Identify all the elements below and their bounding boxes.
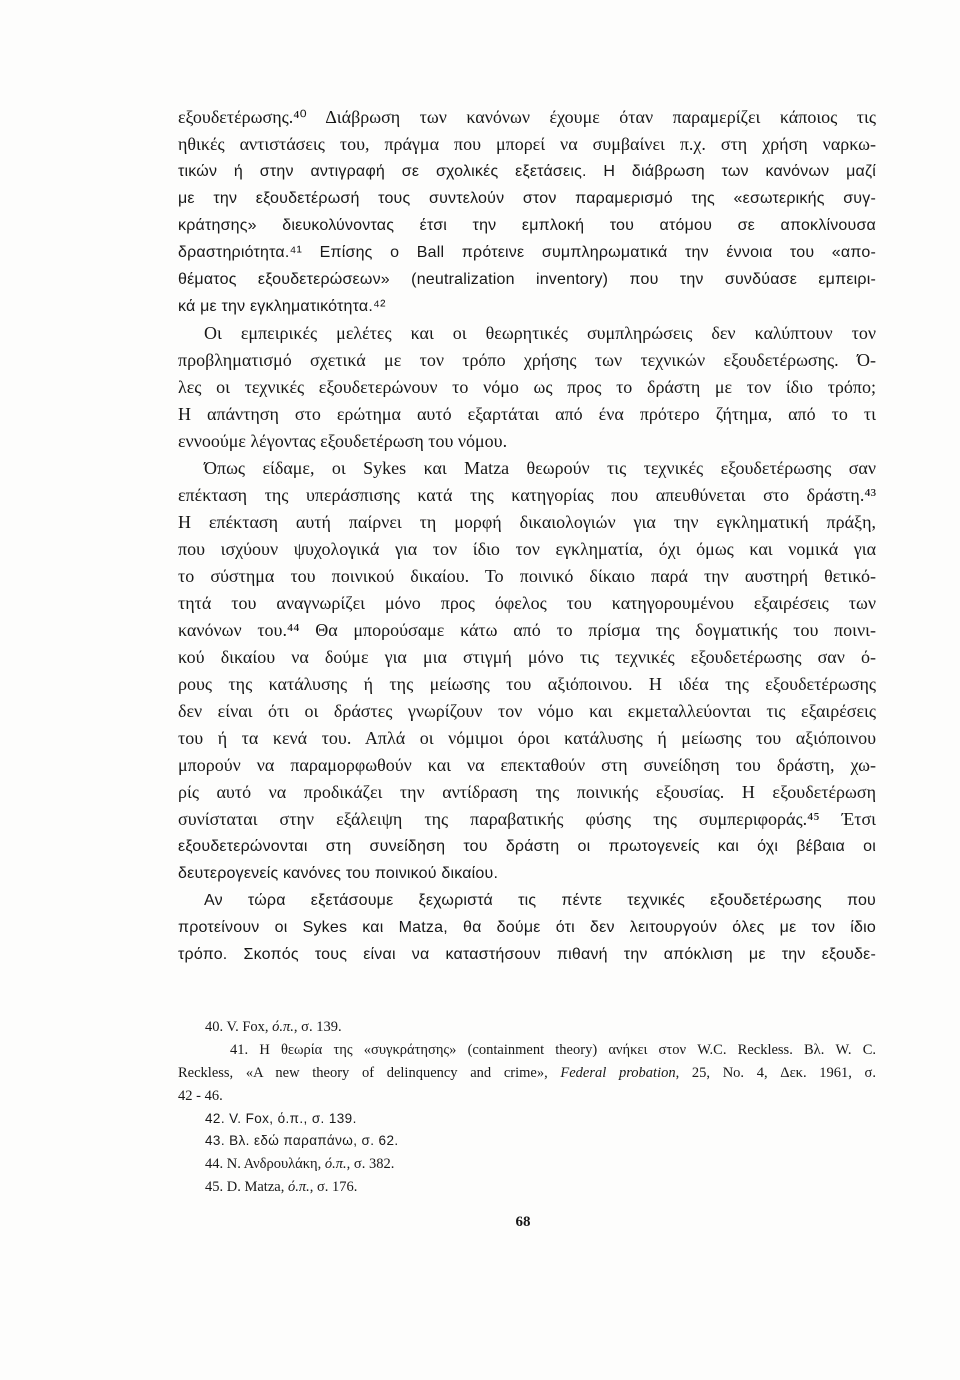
footnote-text: , σ. 139. — [293, 1019, 342, 1035]
text-line: δεν είναι ότι οι δράστες γνωρίζουν τον νόμο και εκμεταλλεύονται τις εξαιρέσεις — [178, 701, 876, 721]
text-line: μπορούν να παραμορφωθούν και να επεκταθούν στη συνείδηση του δράστη, χω- — [178, 755, 876, 775]
text-line: τρόπο. Σκοπός τους είναι να καταστήσουν πιθανή την απόκλιση με την εξουδε- — [178, 946, 876, 963]
text-line: προβληματισμό σχετικά με τον τρόπο χρήσης των τεχνικών εξουδετέρωσης. Ό- — [178, 350, 876, 370]
text-line: ηθικές αντιστάσεις του, πράγμα που μπορεί να συμβαίνει π.χ. στη χρήση ναρκω- — [178, 134, 876, 154]
body-text — [178, 104, 876, 968]
text-line: εξουδετερώνονται στη συνείδηση του δράστη οι πρωτογενείς και όχι βέβαια οι — [178, 838, 876, 855]
text-line: εξουδετέρωσης.⁴⁰ Διάβρωση των κανόνων έχουμε όταν παραμερίζει κάποιος τις — [178, 107, 876, 127]
footnote-text: 42 - 46. — [178, 1087, 223, 1104]
footnote-text: 44. Ν. Ανδρουλάκη, — [205, 1156, 325, 1173]
footnote-41-line-1 — [178, 1039, 876, 1062]
footnote-41-line-3 — [178, 1085, 876, 1108]
text-line: τικών ή στην αντιγραφή σε σχολικές εξετάσεις. Η διάβρωση των κανόνων μαζί — [178, 163, 876, 180]
footnote-40 — [178, 1016, 876, 1039]
text-line: Οι εμπειρικές μελέτες και οι θεωρητικές συμπληρώσεις δεν καλύπτουν τον — [204, 323, 876, 343]
footnote-text: 41. Η θεωρία της «συγκράτησης» (containment theory) ανήκει στον W.C. Reckless. Βλ. W. C. — [230, 1041, 876, 1058]
paragraph — [178, 887, 876, 968]
text-line: συνίσταται στην εξάλειψη της παραβατικής φύσης της συμπεριφοράς.⁴⁵ Έτσι — [178, 809, 876, 829]
text-line: τητά του αναγνωρίζει μόνο προς όφελος του κατηγορουμένου εξαιρέσεις των — [178, 593, 876, 613]
footnote-42 — [178, 1108, 876, 1131]
text-line: ρίς αυτό να προδικάζει την αντίδραση της ποινικής εξουσίας. Η εξουδετέρωση — [178, 782, 876, 802]
text-line: κράτησης» διευκολύνοντας έτσι την εμπλοκή του ατόμου σε αποκλίνουσα — [178, 217, 876, 234]
text-line: Η απάντηση στο ερώτημα αυτό εξαρτάται από ένα πρότερο ζήτημα, από το τι — [178, 404, 876, 424]
text-line: ρους της κατάλυσης ή της μείωσης του αξιόποινου. Η ιδέα της εξουδετέρωσης — [178, 674, 876, 694]
footnote-44 — [178, 1153, 876, 1176]
footnote-text-italic: ό.π. — [324, 1156, 347, 1173]
footnote-text-italic: Federal probation — [560, 1064, 676, 1081]
text-line: κανόνων του.⁴⁴ Θα μπορούσαμε κάτω από το πρίσμα της δογματικής του ποινι- — [178, 620, 876, 640]
text-line: κά με την εγκληματικότητα.⁴² — [178, 298, 386, 315]
text-line: το σύστημα του ποινικού δικαίου. Το ποινικό δίκαιο παρά την αυστηρή θετικό- — [178, 566, 876, 586]
text-line: επέκταση της υπεράσπισης κατά της κατηγορίας που απευθύνεται στο δράστη.⁴³ — [178, 485, 876, 505]
text-line: του ή τα κενά του. Απλά οι νόμιμοι όροι κατάλυσης ή μείωσης του αξιόποινου — [178, 728, 876, 748]
paragraph — [178, 104, 876, 320]
footnote-text: 45. D. Matza, — [205, 1179, 288, 1196]
text-line: με την εξουδετέρωσή τους συντελούν στον παραμερισμό της «εσωτερικής συγ- — [178, 190, 876, 207]
footnote-text-italic: ό.π. — [287, 1179, 310, 1196]
text-line: εννοούμε λέγοντας εξουδετέρωση του νόμου. — [178, 431, 508, 451]
footnote-41-line-2 — [178, 1062, 876, 1085]
footnote-text: , σ. 176. — [309, 1179, 358, 1196]
page-number: 68 — [515, 1214, 531, 1230]
footnote-text: , σ. 382. — [346, 1156, 395, 1173]
footnote-45 — [178, 1176, 876, 1199]
text-line: θέματος εξουδετερώσεων» (neutralization inventory) που την συνδύασε εμπειρι- — [178, 271, 876, 288]
text-line: Η επέκταση αυτή παίρνει τη μορφή δικαιολογιών για την εγκληματική πράξη, — [178, 512, 876, 532]
text-line: Όπως είδαμε, οι Sykes και Matza θεωρούν τις τεχνικές εξουδετέρωσης σαν — [204, 458, 876, 478]
text-line: λες οι τεχνικές εξουδετερώνουν το νόμο ως προς το δράστη με τον ίδιο τρόπο; — [178, 377, 876, 397]
footnote-text-italic: ό.π. — [272, 1019, 294, 1035]
footnote-text: 43. Βλ. εδώ παραπάνω, σ. 62. — [205, 1133, 399, 1149]
footnote-text: , 25, No. 4, Δεκ. 1961, σ. — [675, 1064, 876, 1081]
text-line: Αν τώρα εξετάσουμε ξεχωριστά τις πέντε τεχνικές εξουδετέρωσης που — [204, 892, 876, 909]
paragraph — [178, 455, 876, 887]
text-line: κού δικαίου να δούμε για μια στιγμή μόνο τις τεχνικές εξουδετέρωσης σαν ό- — [178, 647, 876, 667]
footnotes — [178, 1016, 876, 1199]
footnote-text: 40. V. Fox, — [205, 1019, 273, 1035]
text-line: δευτερογενείς κανόνες του ποινικού δικαίου. — [178, 865, 499, 882]
text-line: προτείνουν οι Sykes και Matza, θα δούμε ότι δεν λειτουργούν όλες με τον ίδιο — [178, 919, 876, 936]
text-line: που ισχύουν ψυχολογικά για τον ίδιο τον εγκληματία, όχι όμως και νομικά για — [178, 539, 876, 559]
footnote-text: Reckless, «A new theory of delinquency and crime», — [178, 1064, 561, 1081]
footnote-43 — [178, 1130, 876, 1153]
footnote-text: 42. V. Fox, ό.π., σ. 139. — [205, 1110, 357, 1126]
paragraph — [178, 320, 876, 455]
text-line: δραστηριότητα.⁴¹ Επίσης ο Ball πρότεινε συμπληρωματικά την έννοια του «απο- — [178, 244, 876, 261]
